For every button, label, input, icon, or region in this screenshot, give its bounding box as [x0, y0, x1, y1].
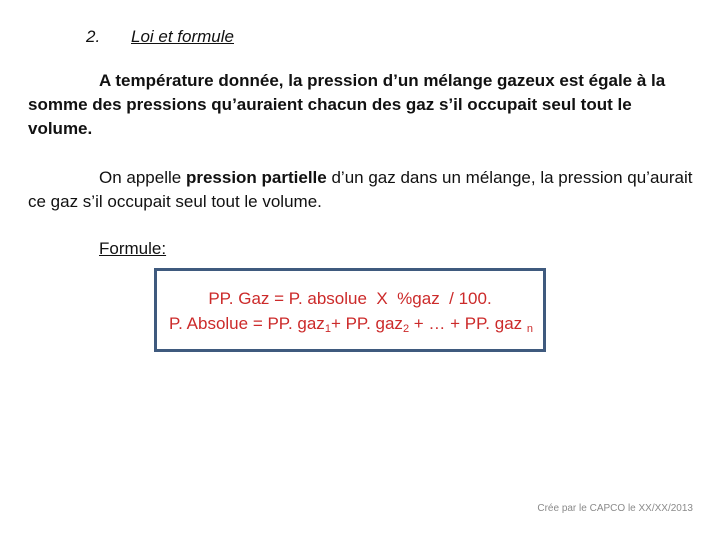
section-number: 2.: [86, 27, 101, 46]
law-statement-paragraph: A température donnée, la pression d’un mélange gazeux est égale à la somme des pressions qu’auraient chacun des gaz s’il occupait seul tout le volume.: [28, 71, 666, 138]
definition-paragraph: [28, 166, 698, 214]
formula-part: + … + PP. gaz: [409, 314, 527, 333]
formula-subscript: 2: [402, 323, 410, 335]
formula-box: [154, 268, 546, 352]
definition-text-after: d’un gaz dans un mélange, la pression qu’aurait ce gaz s’il occupait seul tout le volume.: [28, 168, 693, 211]
formula-label: Formule:: [99, 239, 167, 258]
formula-part: + PP. gaz: [330, 314, 403, 333]
formula-subscript: n: [526, 323, 534, 335]
formula-line-absolute-pressure: [169, 314, 533, 335]
formula-line-partial-pressure: PP. Gaz = P. absolue X %gaz / 100.: [208, 289, 492, 308]
formula-part: P. Absolue = PP. gaz: [169, 314, 325, 333]
formula-subscript: 1: [324, 323, 331, 335]
definition-text-before: On appelle: [99, 168, 186, 187]
footer-credit: Crée par le CAPCO le XX/XX/2013: [537, 503, 693, 514]
section-title: Loi et formule: [131, 27, 234, 46]
definition-term: pression partielle: [185, 168, 327, 187]
